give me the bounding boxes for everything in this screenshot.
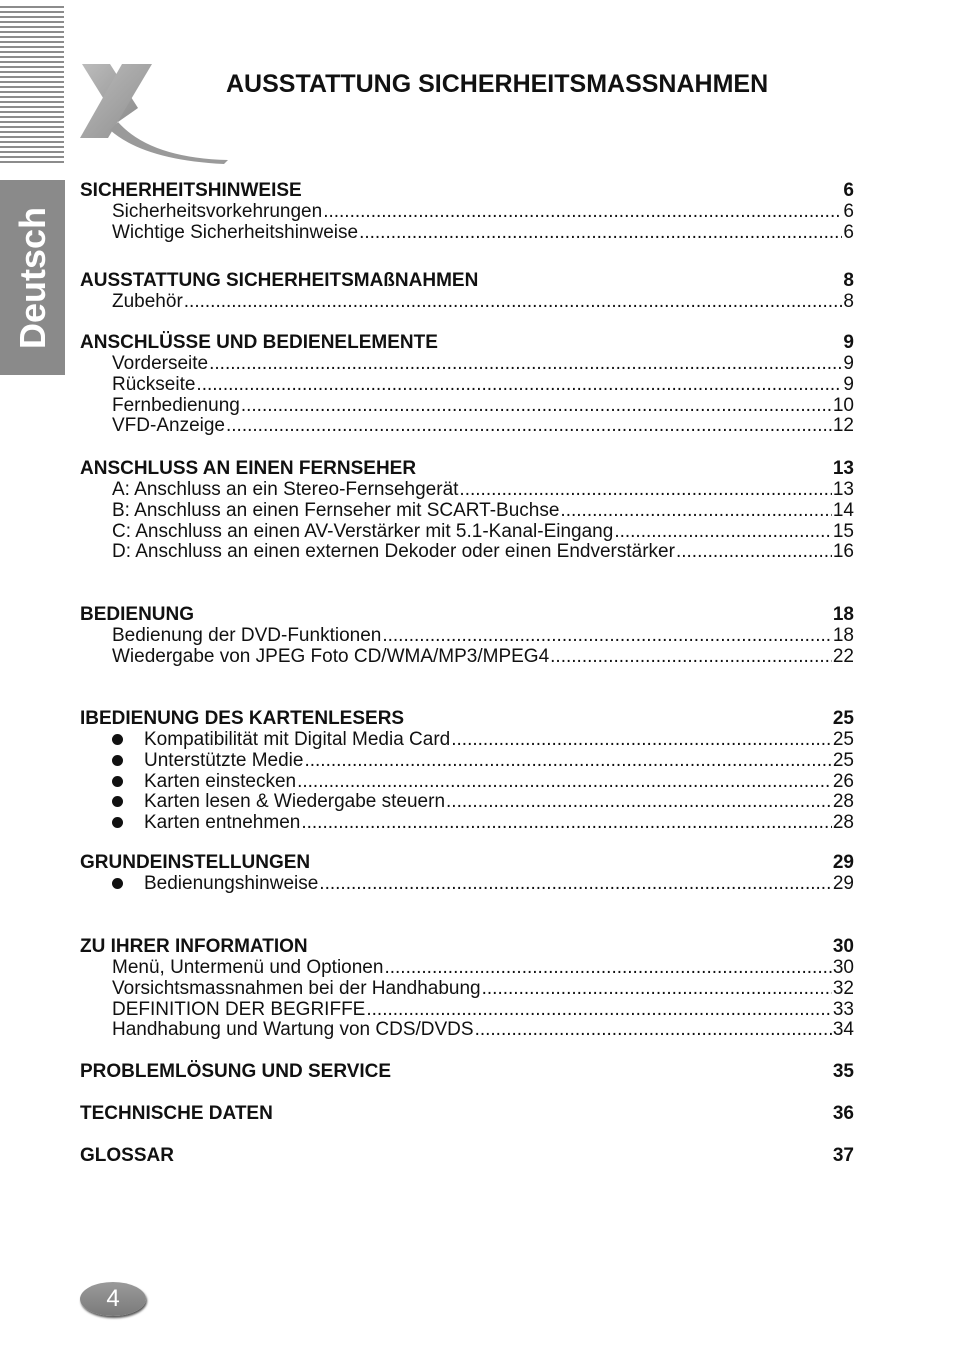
toc-entry[interactable]: [80, 751, 854, 772]
toc-section-page: 9: [843, 332, 854, 353]
toc-entry-text: Vorderseite: [112, 353, 209, 374]
toc-entry[interactable]: [80, 958, 854, 979]
toc-entry[interactable]: [80, 772, 854, 793]
toc-section-heading[interactable]: [80, 332, 854, 354]
toc-entry-page: 25: [832, 729, 854, 750]
toc-entry[interactable]: [80, 501, 854, 522]
toc-section: [80, 1145, 854, 1167]
toc-entry-page: 14: [832, 499, 854, 521]
toc-entry-text: Sicherheitsvorkehrungen: [112, 201, 323, 222]
toc-entry-text: Menü, Untermenü und Optionen: [112, 957, 384, 978]
toc-entry-page: 28: [832, 791, 854, 813]
toc-section-heading[interactable]: [80, 1103, 854, 1125]
toc-entry-text: C: Anschluss an einen AV-Verstärker mit 5.1-Kanal-Eingang: [112, 520, 614, 542]
toc-entry-text: Handhabung und Wartung von CDS/DVDS: [112, 1019, 474, 1041]
bullet-icon: [112, 776, 123, 787]
toc-entry-text: Kompatibilität mit Digital Media Card: [144, 729, 451, 750]
toc-entry-page: 33: [832, 998, 854, 1020]
toc-section-page: 37: [832, 1145, 854, 1166]
toc-entry-text: Wichtige Sicherheitshinweise: [112, 221, 359, 243]
toc-entry[interactable]: [80, 416, 854, 437]
toc-entry-page: 28: [832, 812, 854, 834]
decorative-stripes: [0, 6, 64, 164]
dot-leader: [446, 792, 832, 813]
toc-entry-text: Fernbedienung: [112, 394, 240, 416]
dot-leader: [614, 522, 832, 543]
toc-section-heading[interactable]: [80, 270, 854, 292]
toc-section: [80, 936, 854, 1041]
dot-leader: [459, 480, 831, 501]
toc-section-page: 29: [832, 852, 854, 873]
toc-section-page: 6: [843, 180, 854, 201]
dot-leader: [359, 223, 842, 244]
toc-entry-page: 34: [832, 1019, 854, 1041]
toc-entry[interactable]: [80, 480, 854, 501]
toc-section-title: BEDIENUNG: [80, 604, 195, 625]
dot-leader: [319, 874, 832, 895]
toc-section-title: SICHERHEITSHINWEISE: [80, 180, 302, 201]
toc-entry[interactable]: [80, 202, 854, 223]
toc-section-heading[interactable]: [80, 1061, 854, 1083]
toc-entry[interactable]: [80, 522, 854, 543]
toc-entry-text: Karten einstecken: [144, 770, 297, 792]
toc-entry[interactable]: [80, 626, 854, 647]
toc-entry-text: Wiedergabe von JPEG Foto CD/WMA/MP3/MPEG4: [112, 645, 550, 667]
toc-section-page: 30: [832, 936, 854, 957]
dot-leader: [560, 501, 831, 522]
toc-entry-page: 29: [832, 873, 854, 894]
toc-entry-page: 16: [832, 541, 854, 563]
toc-section-heading[interactable]: [80, 604, 854, 626]
toc-entry-page: 13: [832, 479, 854, 500]
toc-section-title: TECHNISCHE DATEN: [80, 1103, 273, 1124]
x-logo-icon: [80, 60, 230, 164]
toc-section-title: PROBLEMLÖSUNG UND SERVICE: [80, 1061, 392, 1082]
toc-entry-page: 22: [832, 645, 854, 667]
toc-entry-page: 26: [832, 770, 854, 792]
toc-entry[interactable]: [80, 223, 854, 244]
dot-leader: [301, 813, 832, 834]
toc-entry-text: Karten entnehmen: [144, 812, 301, 834]
toc-entry-text: Bedienungshinweise: [144, 873, 319, 894]
toc-entry-page: 9: [843, 373, 854, 395]
dot-leader: [209, 354, 842, 375]
dot-leader: [550, 647, 832, 668]
toc-entry-text: B: Anschluss an einen Fernseher mit SCART-Buchse: [112, 499, 560, 521]
toc-entry-page: 12: [832, 415, 854, 437]
toc-entry-page: 32: [832, 977, 854, 999]
toc-section-page: 8: [843, 270, 854, 291]
toc-entry[interactable]: [80, 375, 854, 396]
toc-section: [80, 604, 854, 668]
toc-entry-text: Vorsichtsmassnahmen bei der Handhabung: [112, 977, 481, 999]
toc-entry-page: 18: [832, 625, 854, 646]
bullet-icon: [112, 796, 123, 807]
toc-entry-page: 15: [832, 520, 854, 542]
dot-leader: [475, 1020, 832, 1041]
toc-entry[interactable]: [80, 792, 854, 813]
toc-entry[interactable]: [80, 292, 854, 313]
toc-entry-page: 8: [843, 291, 854, 312]
dot-leader: [241, 396, 832, 417]
toc-section-page: 25: [832, 708, 854, 729]
toc-entry-page: 30: [832, 957, 854, 978]
toc-entry[interactable]: [80, 730, 854, 751]
toc-entry[interactable]: [80, 813, 854, 834]
toc-entry-text: Zubehör: [112, 291, 183, 312]
dot-leader: [226, 416, 832, 437]
toc-entry-text: A: Anschluss an ein Stereo-Fernsehgerät: [112, 479, 459, 500]
toc-section-heading[interactable]: [80, 936, 854, 958]
toc-entry-text: Karten lesen & Wiedergabe steuern: [144, 791, 446, 813]
toc-section: [80, 1061, 854, 1083]
toc-entry[interactable]: [80, 1020, 854, 1041]
toc-section-page: 35: [832, 1061, 854, 1082]
page-title: AUSSTATTUNG SICHERHEITSMASSNAHMEN: [226, 70, 769, 98]
toc-entry[interactable]: [80, 1000, 854, 1021]
toc-entry-text: D: Anschluss an einen externen Dekoder oder einen Endverstärker: [112, 541, 675, 563]
toc-section: [80, 270, 854, 313]
bullet-icon: [112, 755, 123, 766]
page-number-badge: 4: [80, 1282, 146, 1316]
toc-section: [80, 708, 854, 834]
dot-leader: [451, 730, 832, 751]
language-tab: [0, 180, 65, 375]
dot-leader: [366, 1000, 832, 1021]
toc-section-title: IBEDIENUNG DES KARTENLESERS: [80, 708, 405, 729]
bullet-icon: [112, 878, 123, 889]
dot-leader: [676, 542, 832, 563]
toc-entry[interactable]: [80, 542, 854, 563]
toc-entry-text: Bedienung der DVD-Funktionen: [112, 625, 382, 646]
toc-section-title: GRUNDEINSTELLUNGEN: [80, 852, 311, 873]
toc-section: [80, 458, 854, 563]
dot-leader: [196, 375, 842, 396]
toc-entry-text: Rückseite: [112, 373, 196, 395]
toc-entry-page: 6: [843, 221, 854, 243]
toc-entry-text: Unterstützte Medie: [144, 749, 304, 771]
toc-section-heading[interactable]: [80, 1145, 854, 1167]
toc-entry-text: DEFINITION DER BEGRIFFE: [112, 998, 366, 1020]
dot-leader: [184, 292, 843, 313]
toc-section: [80, 332, 854, 437]
toc-section-title: ANSCHLUSS AN EINEN FERNSEHER: [80, 458, 417, 479]
toc-section-title: ANSCHLÜSSE UND BEDIENELEMENTE: [80, 332, 438, 353]
toc-section-heading[interactable]: [80, 852, 854, 874]
toc-entry-page: 9: [843, 353, 854, 374]
dot-leader: [384, 958, 831, 979]
dot-leader: [382, 626, 832, 647]
toc-section: [80, 852, 854, 895]
toc-section-title: AUSSTATTUNG SICHERHEITSMAßNAHMEN: [80, 270, 479, 291]
toc-entry[interactable]: [80, 354, 854, 375]
toc-section: [80, 1103, 854, 1125]
toc-section-heading[interactable]: [80, 180, 854, 202]
toc-entry[interactable]: [80, 874, 854, 895]
toc-entry-text: VFD-Anzeige: [112, 415, 225, 437]
toc-entry-page: 10: [832, 394, 854, 416]
dot-leader: [482, 979, 832, 1000]
toc-entry[interactable]: [80, 979, 854, 1000]
toc-entry[interactable]: [80, 647, 854, 668]
toc-entry-page: 6: [843, 201, 854, 222]
toc-section-heading[interactable]: [80, 708, 854, 730]
dot-leader: [304, 751, 831, 772]
dot-leader: [323, 202, 842, 223]
toc-section: [80, 180, 854, 244]
bullet-icon: [112, 734, 123, 745]
toc-entry-page: 25: [832, 749, 854, 771]
toc-section-page: 18: [832, 604, 854, 625]
toc-section-title: ZU IHRER INFORMATION: [80, 936, 308, 957]
toc-section-heading[interactable]: [80, 458, 854, 480]
toc-section-page: 13: [832, 458, 854, 479]
dot-leader: [297, 772, 832, 793]
toc-section-title: GLOSSAR: [80, 1145, 174, 1166]
language-tab-label: Deutsch: [11, 206, 53, 349]
toc-entry[interactable]: [80, 396, 854, 417]
toc-section-page: 36: [832, 1103, 854, 1124]
bullet-icon: [112, 817, 123, 828]
